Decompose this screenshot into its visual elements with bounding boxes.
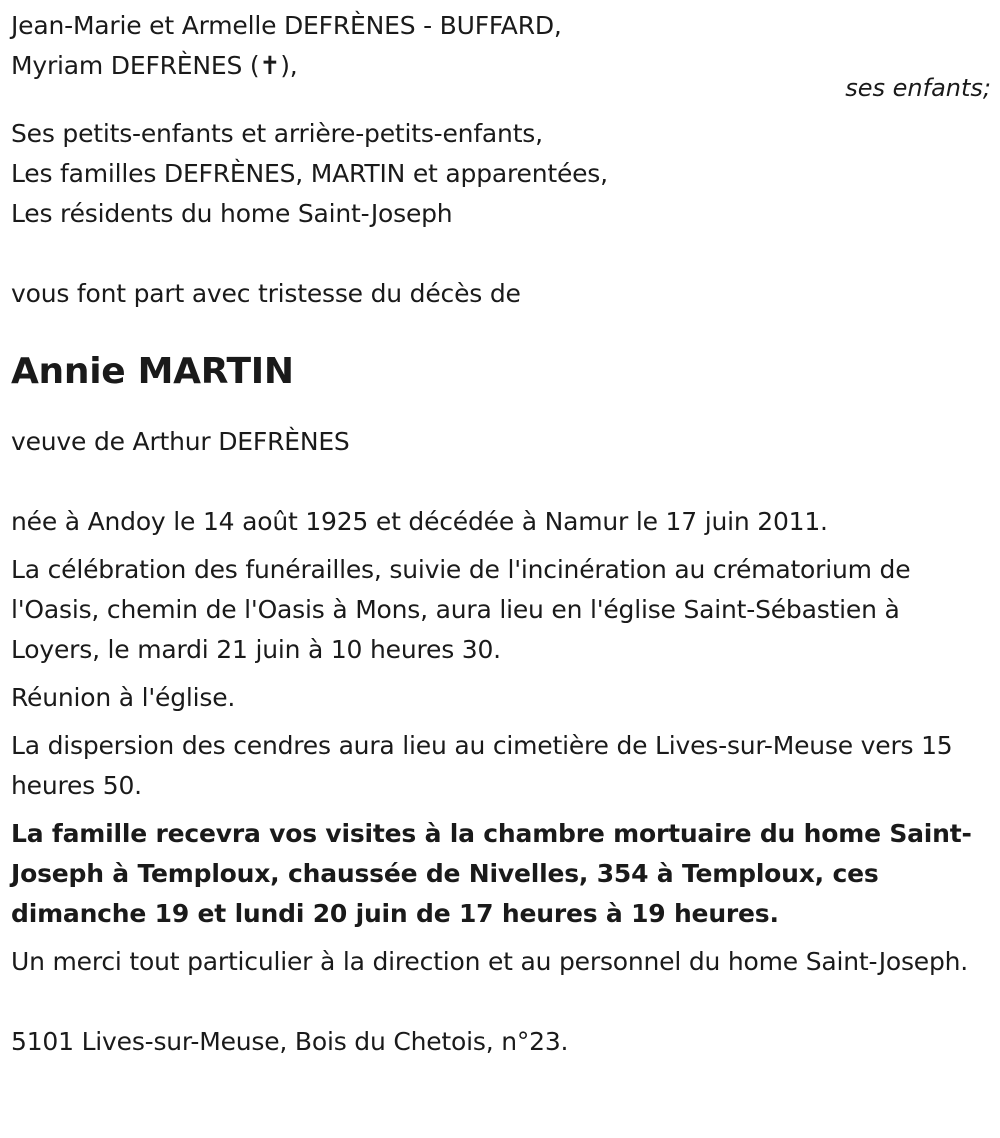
- children-role-label: ses enfants;: [845, 74, 991, 102]
- visits-text: La famille recevra vos visites à la chambre mortuaire du home Saint-Joseph à Temploux, chaussée de Nivelles, 354 à Temploux, ces dimanche 19 et lundi 20 juin de 17 heures à 19 heures.: [11, 819, 972, 928]
- reunion-text: Réunion à l'église.: [11, 683, 236, 712]
- family-line-families: Les familles DEFRÈNES, MARTIN et apparentées,: [11, 159, 608, 188]
- thanks-text: Un merci tout particulier à la direction et au personnel du home Saint-Joseph.: [11, 947, 969, 976]
- funeral-celebration-text: La célébration des funérailles, suivie de l'incinération au crématorium de l'Oasis, chemin de l'Oasis à Mons, aura lieu en l'église Saint-Sébastien à Loyers, le mardi 21 juin à 10 heures 30.: [11, 555, 911, 664]
- address-text: 5101 Lives-sur-Meuse, Bois du Chetois, n°23.: [11, 1027, 569, 1056]
- ashes-dispersion-text: La dispersion des cendres aura lieu au cimetière de Lives-sur-Meuse vers 15 heures 50.: [11, 731, 953, 800]
- family-line-children-1: Jean-Marie et Armelle DEFRÈNES - BUFFARD,: [11, 11, 562, 40]
- family-line-children-2: Myriam DEFRÈNES (✝),: [11, 51, 298, 80]
- birth-death-text: née à Andoy le 14 août 1925 et décédée à Namur le 17 juin 2011.: [11, 507, 828, 536]
- family-line-residents: Les résidents du home Saint-Joseph: [11, 199, 453, 228]
- obituary-notice: [11, 0, 991, 1062]
- announcement-text: vous font part avec tristesse du décès de: [11, 279, 521, 308]
- family-line-grandchildren: Ses petits-enfants et arrière-petits-enfants,: [11, 119, 543, 148]
- widow-of-text: veuve de Arthur DEFRÈNES: [11, 427, 350, 456]
- deceased-name: Annie MARTIN: [11, 351, 294, 392]
